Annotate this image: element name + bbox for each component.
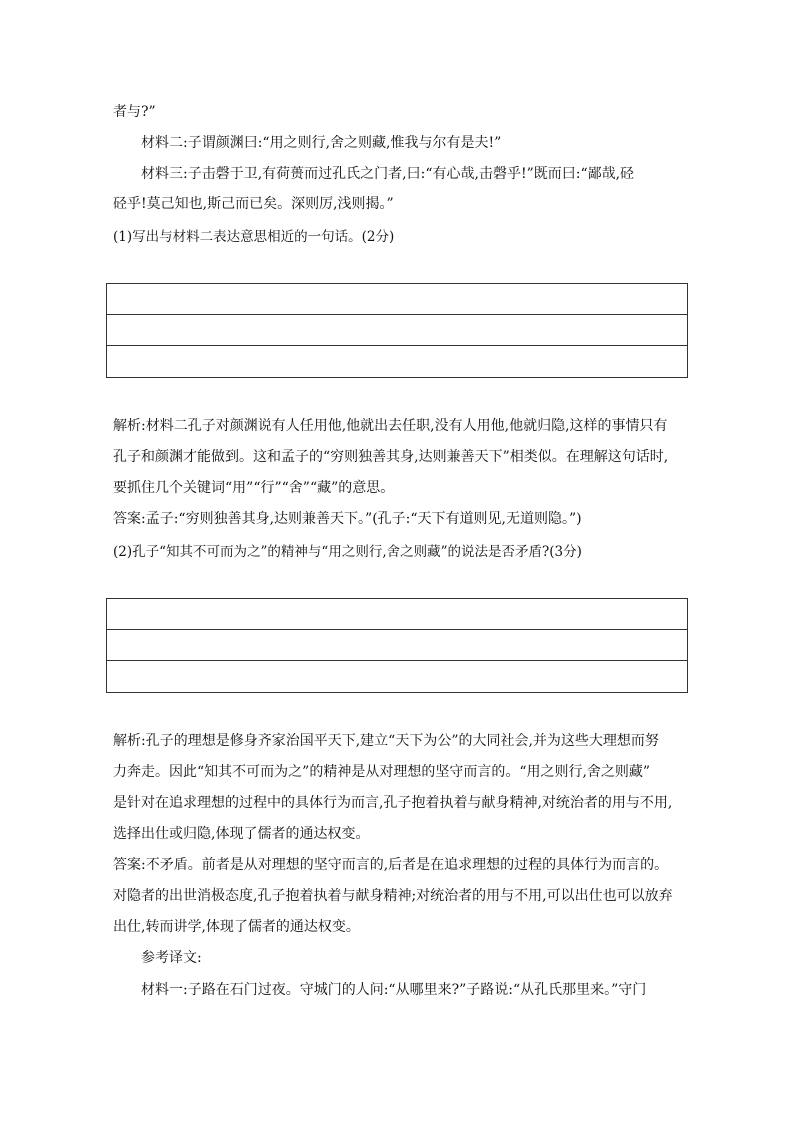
answer-line: 答案:孟子:“穷则独善其身,达则兼善天下。”(孔子:“天下有道则见,无道则隐。”) (113, 511, 582, 527)
translation-heading: 参考译文: (141, 950, 202, 966)
question-1: (1)写出与材料二表达意思相近的一句话。(2分) (113, 229, 395, 245)
answer-row[interactable] (107, 661, 687, 692)
text-line: 者与?” (113, 104, 156, 120)
answer-row[interactable] (107, 346, 687, 377)
analysis-line: 孔子和颜渊才能做到。这和孟子的“穷则独善其身,达则兼善天下”相类似。在理解这句话时, (113, 449, 669, 465)
text-line: 硁乎!莫己知也,斯己而已矣。深则厉,浅则揭。” (113, 196, 394, 212)
question-2: (2)孔子“知其不可而为之”的精神与“用之则行,舍之则藏”的说法是否矛盾?(3分) (113, 544, 582, 560)
analysis-line: 解析:孔子的理想是修身齐家治国平天下,建立“天下为公”的大同社会,并为这些大理想而努 (113, 733, 659, 749)
analysis-line: 力奔走。因此“知其不可而为之”的精神是从对理想的坚守而言的。“用之则行,舍之则藏” (113, 764, 651, 780)
analysis-line: 是针对在追求理想的过程中的具体行为而言,孔子抱着执着与献身精神,对统治者的用与不用, (113, 795, 673, 811)
answer-row[interactable] (107, 599, 687, 630)
analysis-line: 解析:材料二孔子对颜渊说有人任用他,他就出去任职,没有人用他,他就归隐,这样的事情只有 (113, 418, 668, 434)
translation-line: 材料一:子路在石门过夜。守城门的人问:“从哪里来?”子路说:“从孔氏那里来。”守门 (141, 982, 647, 998)
analysis-line: 要抓住几个关键词“用”“行”“舍”“藏”的意思。 (113, 480, 395, 496)
answer-box-2[interactable] (106, 598, 688, 693)
text-line: 材料三:子击磬于卫,有荷蒉而过孔氏之门者,曰:“有心哉,击磬乎!”既而曰:“鄙哉,硁 (141, 166, 635, 182)
answer-row[interactable] (107, 315, 687, 346)
analysis-line: 选择出仕或归隐,体现了儒者的通达权变。 (113, 826, 370, 842)
text-line: 材料二:子谓颜渊曰:“用之则行,舍之则藏,惟我与尔有是夫!” (141, 135, 502, 151)
answer-line: 对隐者的出世消极态度,孔子抱着执着与献身精神;对统治者的用与不用,可以出仕也可以放弃 (113, 888, 673, 904)
answer-line: 出仕,转而讲学,体现了儒者的通达权变。 (113, 919, 360, 935)
answer-line: 答案:不矛盾。前者是从对理想的坚守而言的,后者是在追求理想的过程的具体行为而言的。 (113, 857, 669, 873)
answer-box-1[interactable] (106, 283, 688, 378)
answer-row[interactable] (107, 630, 687, 661)
answer-row[interactable] (107, 284, 687, 315)
